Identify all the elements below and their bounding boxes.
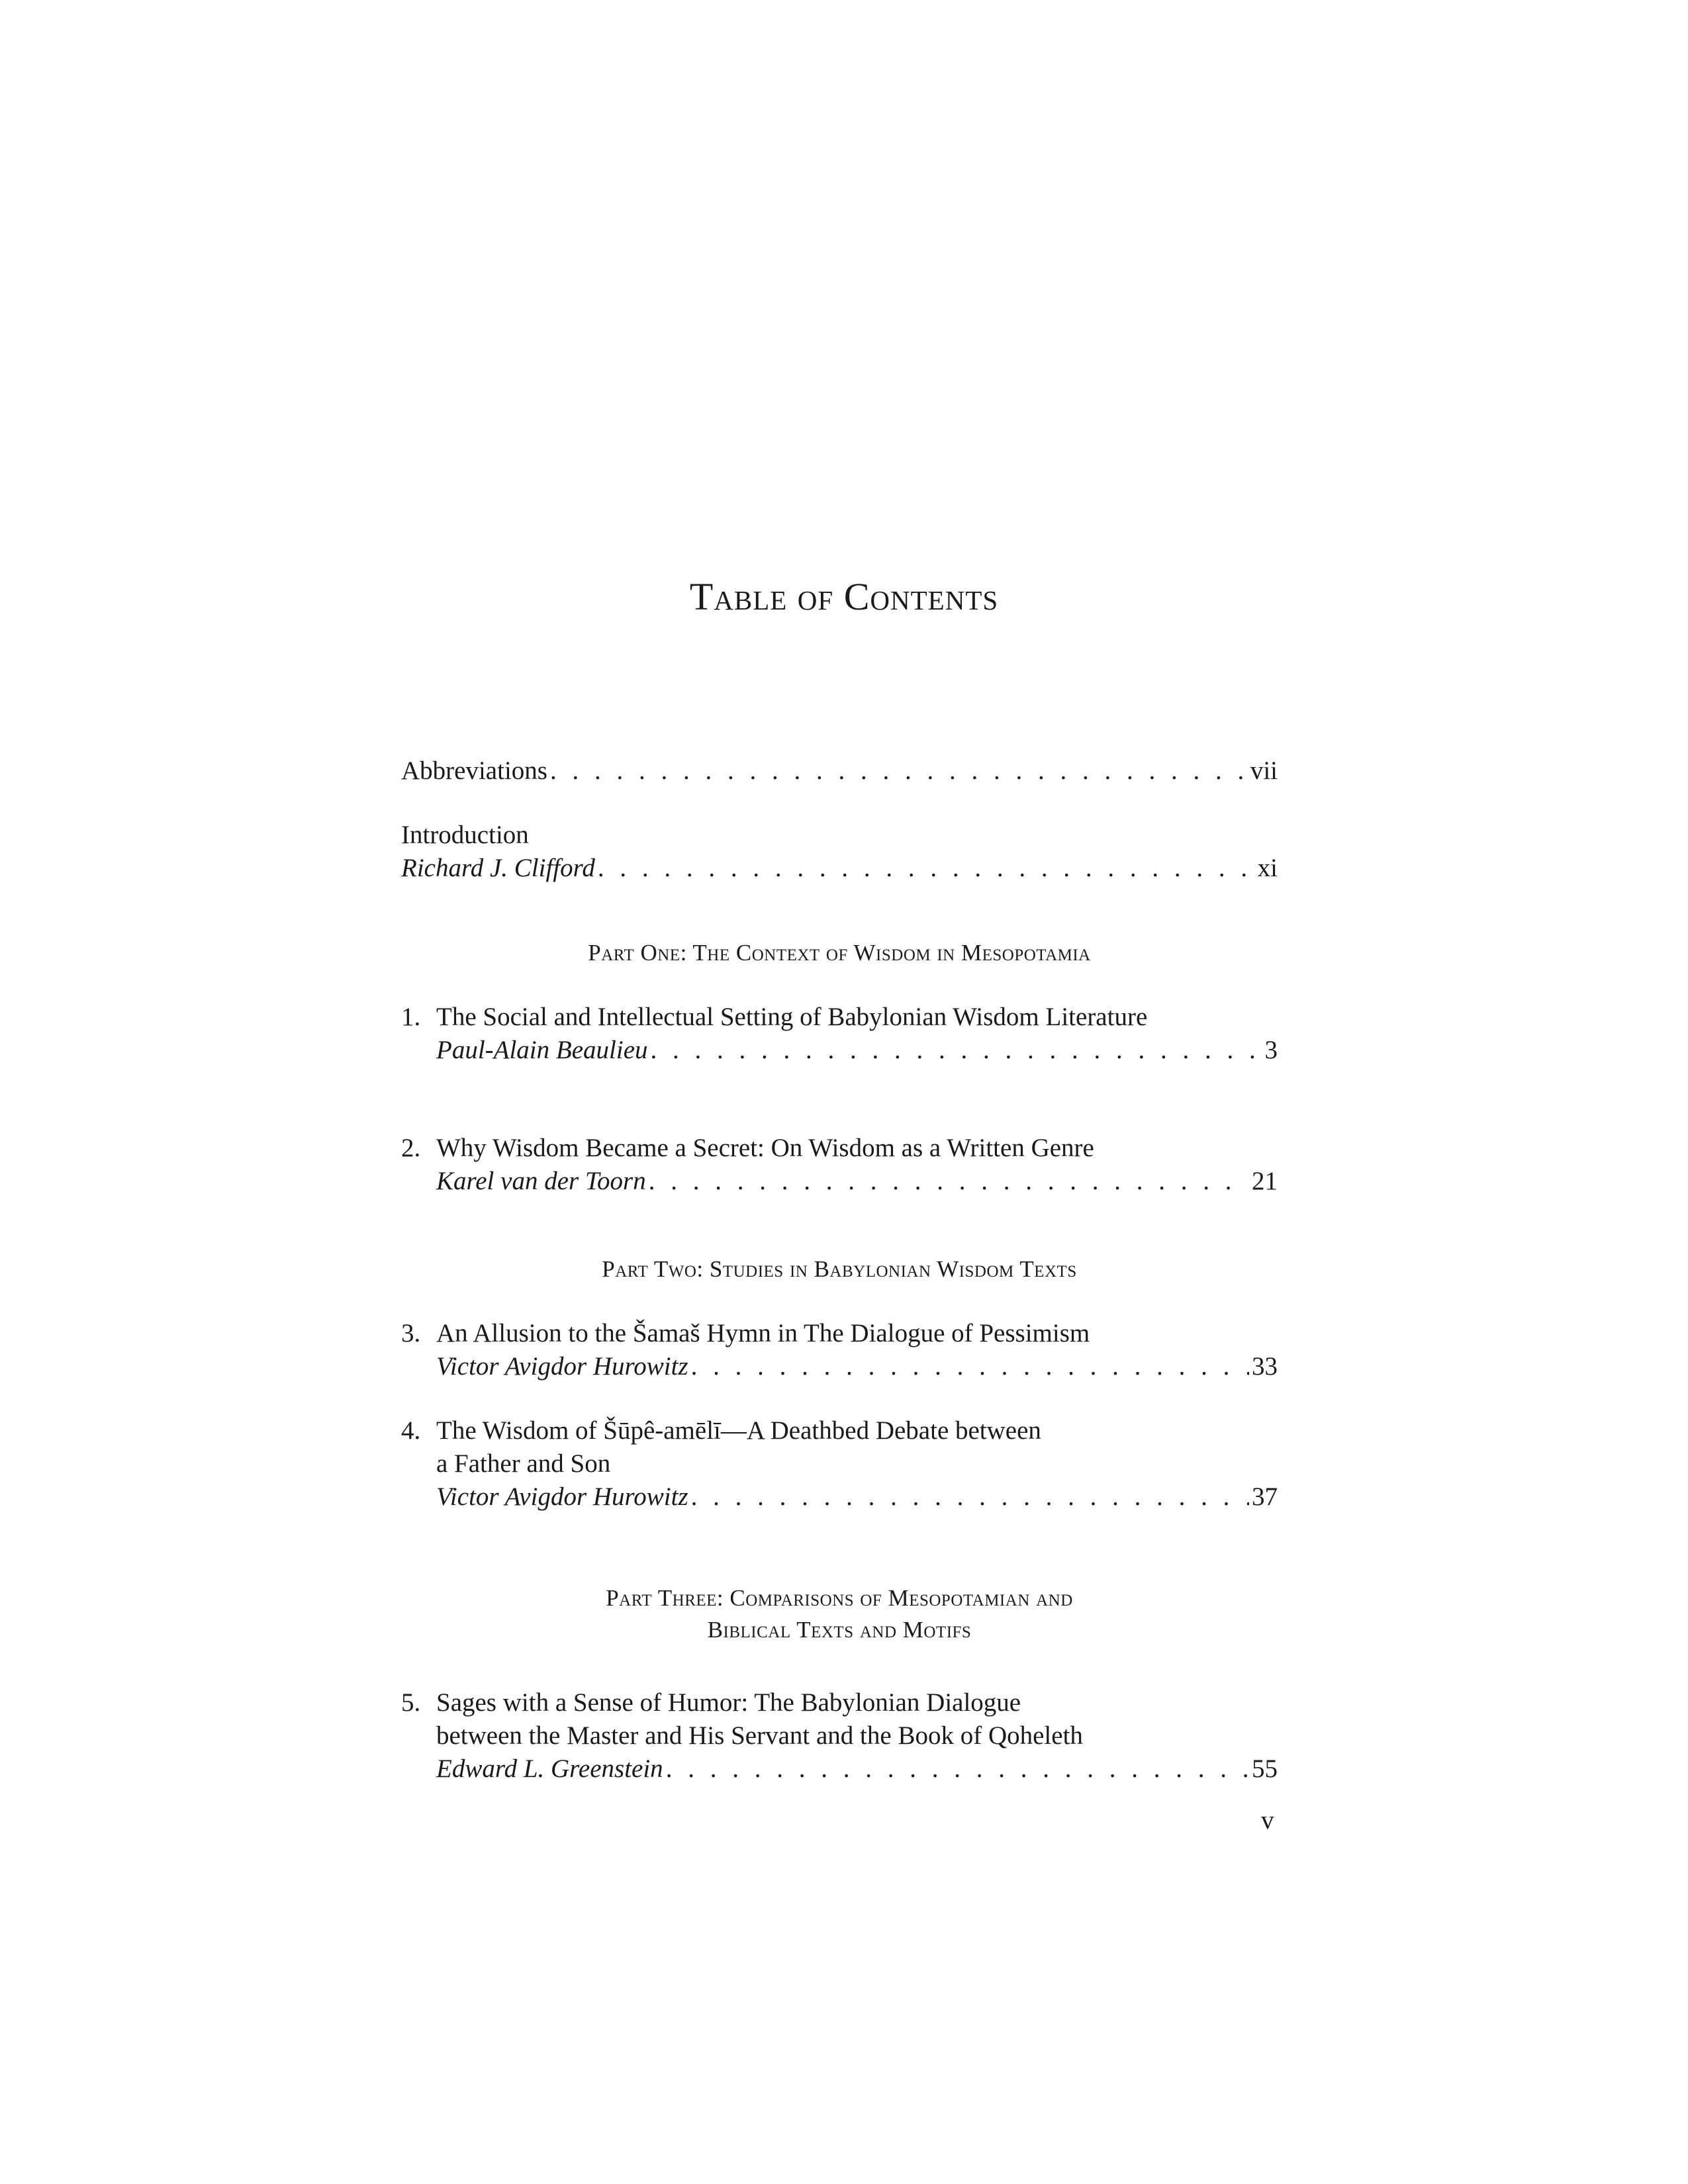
chapter-number: 4. xyxy=(401,1416,421,1445)
dot-leader xyxy=(666,1752,1249,1786)
entry-label: Abbreviations xyxy=(401,756,547,785)
toc-entry-chapter-3[interactable] xyxy=(401,1317,1278,1350)
chapter-title: The Social and Intellectual Setting of Babylonian Wisdom Literature xyxy=(436,1003,1148,1031)
chapter-title: An Allusion to the Šamaš Hymn in The Dialogue of Pessimism xyxy=(436,1319,1090,1347)
dot-leader xyxy=(651,1034,1262,1067)
page-number: xi xyxy=(1257,854,1278,882)
toc-entry-chapter-5-author-line xyxy=(436,1752,1278,1786)
toc-entry-chapter-3-author-line xyxy=(436,1350,1278,1383)
page-number: 33 xyxy=(1252,1352,1278,1381)
entry-author: Richard J. Clifford xyxy=(401,854,595,882)
dot-leader xyxy=(649,1165,1249,1198)
page-number: 37 xyxy=(1252,1482,1278,1511)
chapter-title: Why Wisdom Became a Secret: On Wisdom as a Written Genre xyxy=(436,1134,1094,1162)
entry-author: Victor Avigdor Hurowitz xyxy=(436,1352,688,1381)
toc-entry-chapter-2-author-line xyxy=(436,1165,1278,1198)
part-heading-one: Part One: The Context of Wisdom in Mesopotamia xyxy=(588,940,1091,966)
dot-leader xyxy=(691,1480,1249,1514)
chapter-number: 3. xyxy=(401,1319,421,1347)
dot-leader xyxy=(598,852,1255,885)
entry-author: Edward L. Greenstein xyxy=(436,1754,663,1783)
toc-entry-chapter-2[interactable] xyxy=(401,1132,1278,1165)
chapter-title-continued: a Father and Son xyxy=(436,1449,611,1478)
page-number: 55 xyxy=(1252,1754,1278,1783)
toc-entry-chapter-5-title-line-2 xyxy=(436,1719,1278,1752)
chapter-title: Sages with a Sense of Humor: The Babylonian Dialogue xyxy=(436,1688,1021,1717)
page-folio: v xyxy=(1261,1806,1274,1835)
entry-author: Karel van der Toorn xyxy=(436,1167,646,1195)
chapter-number: 2. xyxy=(401,1134,421,1162)
toc-entry-introduction-author-line xyxy=(401,852,1278,885)
part-heading-two: Part Two: Studies in Babylonian Wisdom Texts xyxy=(602,1256,1077,1282)
entry-label: Introduction xyxy=(401,821,529,849)
toc-entry-chapter-5[interactable] xyxy=(401,1686,1278,1719)
toc-entry-chapter-4-title-line-2 xyxy=(436,1447,1278,1480)
toc-entry-chapter-1-author-line xyxy=(436,1034,1278,1067)
chapter-title-continued: between the Master and His Servant and the Book of Qoheleth xyxy=(436,1721,1083,1750)
part-heading-three-line-1: Part Three: Comparisons of Mesopotamian and xyxy=(606,1585,1073,1611)
toc-entry-chapter-4-author-line xyxy=(436,1480,1278,1514)
page-number: 3 xyxy=(1264,1036,1278,1064)
page-number: 21 xyxy=(1252,1167,1278,1195)
page-number: vii xyxy=(1250,756,1278,785)
part-heading-three-line-2: Biblical Texts and Motifs xyxy=(707,1617,972,1643)
chapter-number: 1. xyxy=(401,1003,421,1031)
entry-author: Paul-Alain Beaulieu xyxy=(436,1036,648,1064)
chapter-title: The Wisdom of Šūpê-amēlī—A Deathbed Debate between xyxy=(436,1416,1041,1445)
chapter-number: 5. xyxy=(401,1688,421,1717)
dot-leader xyxy=(550,754,1248,788)
toc-entry-chapter-1[interactable] xyxy=(401,1001,1278,1034)
entry-author: Victor Avigdor Hurowitz xyxy=(436,1482,688,1511)
toc-entry-abbreviations[interactable] xyxy=(401,754,1278,788)
dot-leader xyxy=(691,1350,1249,1383)
toc-entry-chapter-4[interactable] xyxy=(401,1414,1278,1447)
toc-entry-introduction[interactable] xyxy=(401,819,1278,852)
page-title: Table of Contents xyxy=(689,575,999,618)
